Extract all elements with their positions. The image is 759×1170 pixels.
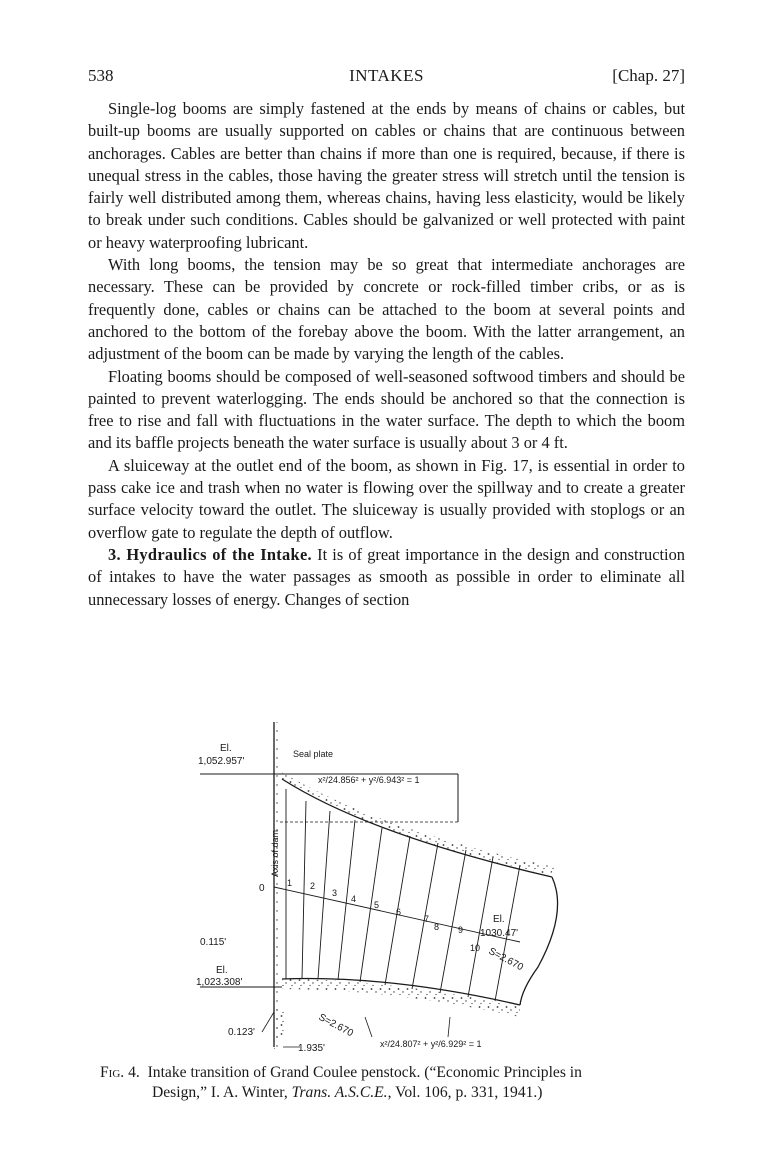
label-eq-bottom: x²/24.807² + y²/6.929² = 1	[380, 1039, 482, 1049]
paragraph: Single-log booms are simply fastened at the ends by means of chains or cables, but built-up booms are usually supported on cables or chains that are continuous between anchorages. Cables are better than chains if more than one is required, because, if there is unequal stress in the cables, those having the greater stress will stretch until the tension is fairly well distributed among them, whereas chains, having less elasticity, would be likely to break under such conditions. Cables should be galvanized or well protected with paint or heavy waterproofing lubricant.	[88, 99, 685, 252]
station-label: 3	[332, 888, 338, 898]
intake-diagram	[190, 717, 580, 1069]
caption-text-2: Design,” I. A. Winter,	[152, 1084, 288, 1101]
section-text: It is of great importance in the design and construction of intakes to have the water passages as smooth as possible in order to eliminate all unnecessary losses of energy. Changes of section	[88, 544, 685, 609]
paragraph: With long booms, the tension may be so great that intermediate anchorages are necessary. These can be provided by concrete or rock-filled timber cribs, or as is frequently done, cables or chains can be attached to the boom at several points and anchored to the bottom of the forebay above the boom. With the latter arrangement, an adjustment of the boom can be made by varying the length of the cables.	[88, 255, 685, 364]
station-label: 8	[434, 922, 440, 932]
section-paragraph	[88, 544, 685, 611]
label-offset-a: 0.115'	[200, 937, 227, 948]
label-el-top-value: 1,052.957'	[198, 756, 245, 767]
outlet-ellipse	[520, 877, 558, 1005]
label-seal-plate: Seal plate	[293, 749, 334, 759]
station-label: 1	[287, 878, 293, 888]
label-s-right: S=2.670	[486, 945, 525, 974]
station-label: 10	[470, 943, 481, 953]
page-number: 538	[88, 66, 114, 85]
leader-line	[262, 1012, 274, 1032]
caption-text-1: Intake transition of Grand Coulee penstock. (“Economic Principles in	[147, 1064, 582, 1081]
label-axis-of-dam: Axis of dam	[270, 829, 280, 877]
leader-line	[365, 1017, 372, 1037]
caption-line-2	[100, 1083, 690, 1103]
running-title: INTAKES	[349, 66, 424, 85]
caption-line-1	[100, 1063, 690, 1083]
intake-transition-figure	[190, 717, 580, 1069]
label-offset-c: 1.935'	[298, 1043, 325, 1054]
paragraph: A sluiceway at the outlet end of the boom, as shown in Fig. 17, is essential in order to pass cake ice and trash when no water is flowing over the spillway and to create a greater surface velocity toward the outlet. The sluiceway is usually provided with stoplogs or an overflow gate to regulate the depth of outflow.	[88, 455, 685, 542]
section-line	[302, 801, 306, 979]
label-offset-b: 0.123'	[228, 1027, 255, 1038]
station-label: 2	[310, 881, 316, 891]
station-label: 6	[396, 907, 402, 917]
label-zero: 0	[259, 883, 265, 894]
label-el-right-value: 1030.47'	[480, 928, 519, 939]
section-line	[440, 850, 466, 993]
body-text	[88, 98, 685, 611]
caption-label: Fig. 4.	[100, 1064, 140, 1081]
label-el-bottom: El.	[216, 965, 228, 976]
page-header	[88, 66, 685, 88]
label-eq-top: x²/24.856² + y²/6.943² = 1	[318, 775, 420, 785]
station-label: 5	[374, 900, 380, 910]
label-el-top: El.	[220, 743, 232, 754]
figure-caption	[100, 1063, 690, 1103]
leader-line	[448, 1017, 450, 1037]
chapter-label: [Chap. 27]	[612, 66, 685, 85]
paragraph: Floating booms should be composed of well-seasoned softwood timbers and should be painted to prevent waterlogging. The ends should be anchored so that the connection is free to rise and fall with fluctuations in the water surface. The depth to which the boom and its baffle projects beneath the water surface is usually about 3 or 4 ft.	[88, 366, 685, 453]
roof-concrete	[282, 772, 555, 875]
station-label: 4	[351, 894, 357, 904]
caption-text-3: , Vol. 106, p. 331, 1941.)	[387, 1084, 543, 1101]
label-s-bottom: S=2.670	[316, 1011, 355, 1040]
section-heading: 3. Hydraulics of the Intake.	[108, 544, 312, 564]
section-line	[318, 811, 330, 979]
label-el-right: El.	[493, 914, 505, 925]
station-label: 7	[424, 914, 430, 924]
section-line	[468, 857, 493, 997]
station-label: 9	[458, 925, 464, 935]
label-el-bottom-value: 1,023.308'	[196, 977, 243, 988]
caption-journal: Trans. A.S.C.E.	[291, 1084, 388, 1101]
